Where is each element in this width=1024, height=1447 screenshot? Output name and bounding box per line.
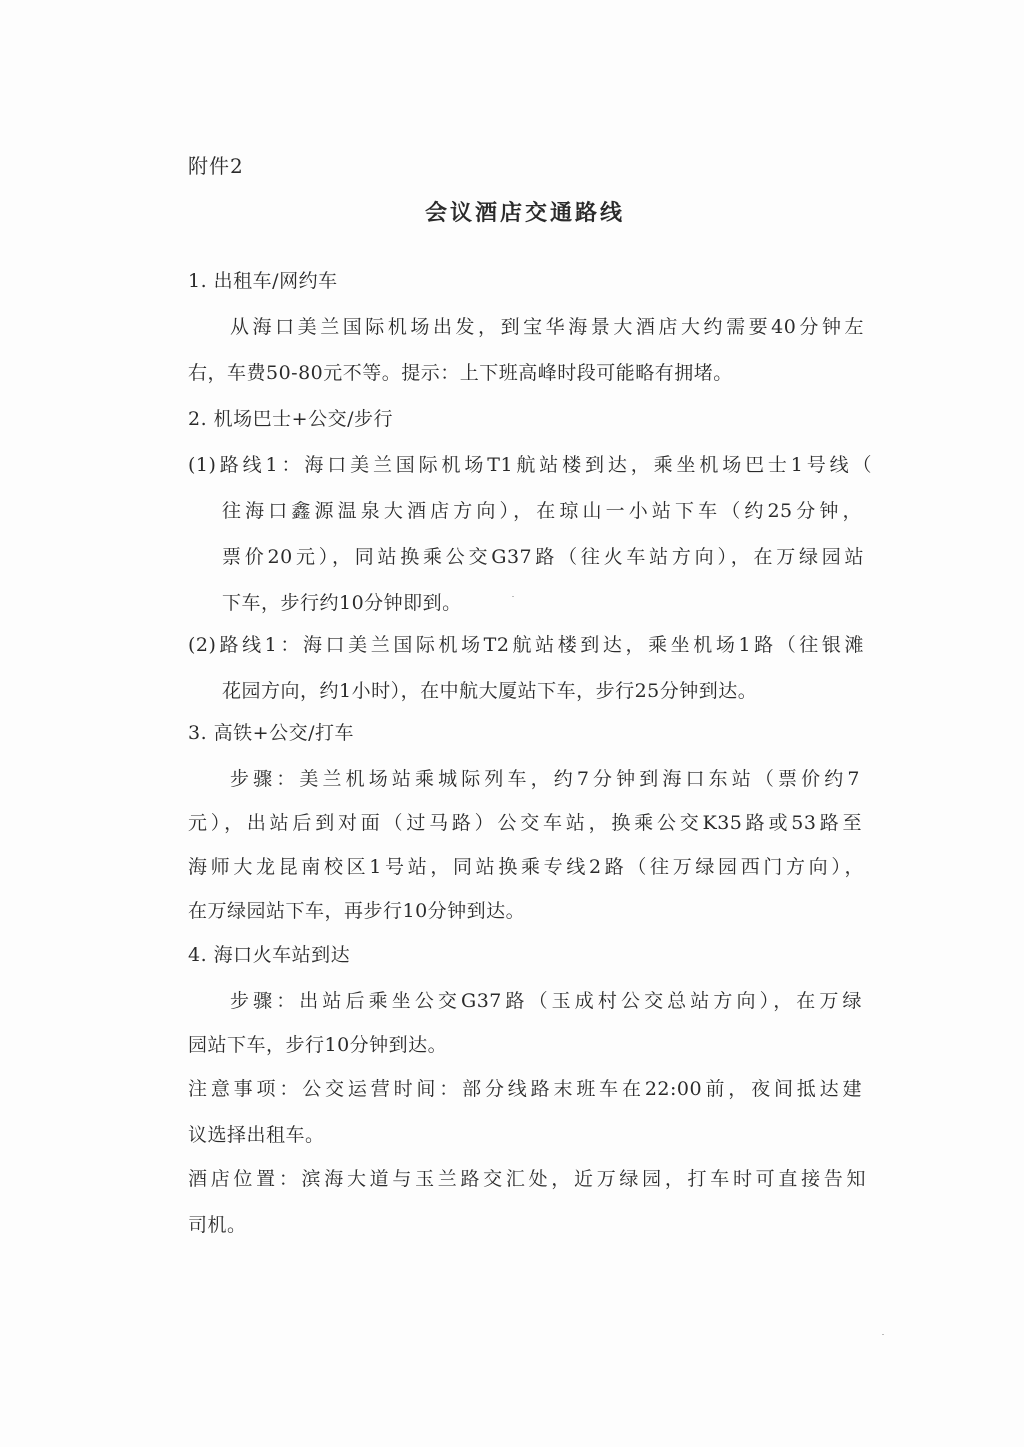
paragraph-line: 从海口美兰国际机场出发，到宝华海景大酒店大约需要40分钟左 xyxy=(230,316,864,338)
paragraph-line: 步骤：出站后乘坐公交G37路（玉成村公交总站方向），在万绿 xyxy=(230,990,862,1012)
paragraph-line: 园站下车，步行10分钟到达。 xyxy=(188,1034,448,1056)
route-line: 票价20元），同站换乘公交G37路（往火车站方向），在万绿园站 xyxy=(222,546,864,568)
route-line: 往海口鑫源温泉大酒店方向），在琼山一小站下车（约25分钟， xyxy=(222,500,862,522)
section-heading-airport-bus: 2. 机场巴士+公交/步行 xyxy=(188,408,393,430)
paragraph-line: 步骤：美兰机场站乘城际列车，约7分钟到海口东站（票价约7 xyxy=(230,768,860,790)
location-line: 酒店位置：滨海大道与玉兰路交汇处，近万绿园，打车时可直接告知 xyxy=(188,1168,866,1190)
scan-speck xyxy=(512,596,514,597)
paragraph-line: 海师大龙昆南校区1号站，同站换乘专线2路（往万绿园西门方向）， xyxy=(188,856,864,878)
route-line: 花园方向，约1小时），在中航大厦站下车，步行25分钟到达。 xyxy=(222,680,758,702)
paragraph-line: 元），出站后到对面（过马路）公交车站，换乘公交K35路或53路至 xyxy=(188,812,862,834)
location-line: 司机。 xyxy=(188,1214,247,1236)
notes-line: 注意事项：公交运营时间：部分线路末班车在22:00前，夜间抵达建 xyxy=(188,1078,862,1100)
section-heading-train-station: 4. 海口火车站到达 xyxy=(188,944,351,966)
scan-speck xyxy=(882,1334,884,1335)
route-line: (1)路线1：海口美兰国际机场T1航站楼到达，乘坐机场巴士1号线（ xyxy=(188,454,872,476)
route-line: (2)路线1：海口美兰国际机场T2航站楼到达，乘坐机场1路（往银滩 xyxy=(188,634,864,656)
section-heading-rail: 3. 高铁+公交/打车 xyxy=(188,722,354,744)
document-title: 会议酒店交通路线 xyxy=(424,200,625,226)
paragraph-line: 在万绿园站下车，再步行10分钟到达。 xyxy=(188,900,526,922)
section-heading-taxi: 1. 出租车/网约车 xyxy=(188,270,338,292)
route-line: 下车，步行约10分钟即到。 xyxy=(222,592,462,614)
notes-line: 议选择出租车。 xyxy=(188,1124,325,1146)
paragraph-line: 右，车费50-80元不等。提示：上下班高峰时段可能略有拥堵。 xyxy=(188,362,733,384)
annex-label: 附件2 xyxy=(188,154,244,178)
